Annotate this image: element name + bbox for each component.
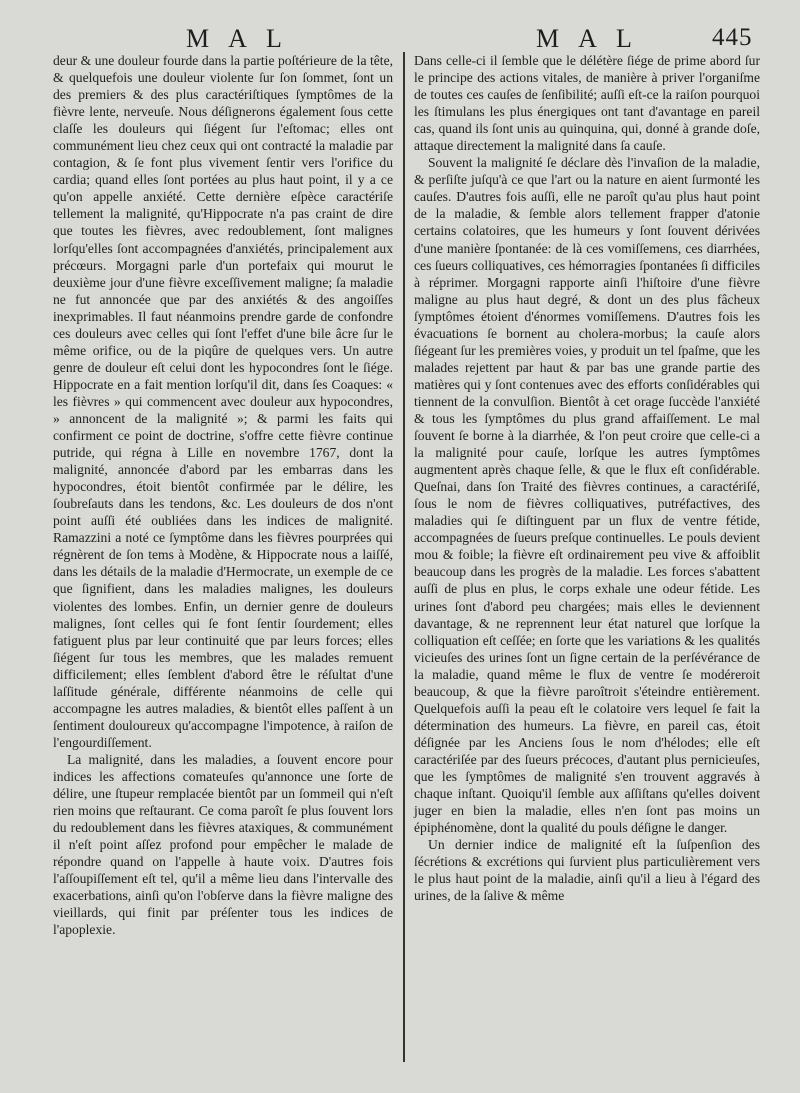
left-paragraph-2: La malignité, dans les maladies, a ſouvent encore pour indices les affections comateuſes qu'annonce une ſorte de délire, une ſtupeur remplacée bientôt par un ſommeil qui n'eſt rien moins que reſtaurant. Ce coma paroît ſe plus ſouvent lors du redoublement dans les fièvres ataxiques, & communément il n'eſt point aſſez profond pour empêcher le malade de répondre quand on l'appelle à haute voix. D'autres fois l'aſſoupiſſement eſt tel, qu'il a même lieu dans l'intervalle des exacerbations, ainſi qu'on l'obſerve dans la fièvre maligne des vieillards, qui finit par préſenter tous les indices de l'apoplexie. (53, 751, 393, 938)
column-divider (403, 52, 405, 1062)
header-right-title: M A L (536, 24, 639, 53)
left-paragraph-1: deur & une douleur fourde dans la partie poſtérieure de la tête, & quelquefois une douleur violente ſur ſon ſommet, ſont un des premiers & des plus caractériſtiques ſymptômes de la fièvre lente, nerveuſe. Nous déſignerons également ſous cette claſſe les douleurs qui ſiégent ſur l'eſtomac; elles ont communément lieu chez ceux qui ont contracté la maladie par contagion, & ſe font plus vivement ſentir vers l'orifice du cardia; quand elles ſont portées au plus haut point, il y a ce qu'on appelle anxiété. Cette dernière eſpèce caractériſe tellement la malignité, qu'Hippocrate n'a pas craint de dire que toutes les fièvres, avec redoublement, ſont malignes lorſqu'elles ſont accompagnées d'anxiétés, principalement aux précœurs. Morgagni parle d'un portefaix qui mourut le deuxième jour d'une fièvre exceſſivement maligne; ſa maladie ne fut annoncée que par des anxiétés & des angoiſſes inexprimables. Il faut néanmoins prendre garde de confondre ces douleurs avec celles qui ſont l'effet d'une bile âcre ſur le même orifice, ou de la piqûre de quelques vers. Un autre genre de douleur eſt celui dont les hypocondres ſont le ſiége. Hippocrate en a fait mention lorſqu'il dit, dans ſes Coaques: « les fièvres » qui commencent avec douleur aux hypocondres, » annoncent de la malignité »; & parmi les faits qui confirment ce point de doctrine, s'offre cette fièvre continue putride, qui régna à Lille en novembre 1767, dont la malignité, annoncée d'abord par les embarras dans les hypocondres, étoit bientôt confirmée par le délire, les ſoubreſauts dans les tendons, &c. Les douleurs de dos n'ont point auſſi été oubliées dans les indices de malignité. Ramazzini a noté ce ſymptôme dans les fièvres pourprées qui régnèrent de ſon tems à Modène, & Hippocrate nous a laiſſé, dans les détails de la maladie d'Hermocrate, un exemple de ce que ſignifient, dans les maladies malignes, les douleurs violentes des lombes. Enfin, un dernier genre de douleurs malignes, ſont celles qui ſe font ſentir ſourdement; elles fatiguent plus par leur continuité que par leurs forces; elles ſiégent ſur tous les membres, que les malades remuent difficilement; elles ſemblent d'abord être le réſultat d'une laſſitude générale, différente néanmoins de celle qui accompagne les autres maladies, & bientôt elles paſſent à un ſentiment douloureux qu'accompagne l'impotence, à raiſon de l'engourdiſſement. (53, 53, 393, 750)
right-column (414, 52, 760, 904)
right-paragraph-2: Souvent la malignité ſe déclare dès l'invaſion de la maladie, & perſiſte juſqu'à ce que l'art ou la nature en aient ſurmonté les cauſes. D'autres fois auſſi, elle ne paroît qu'au plus haut point de la maladie, & ſemble alors tellement frapper d'atonie certains colatoires, que les humeurs y ſont ſouvent dérivées d'une manière ſpontanée: de là ces vomiſſemens, ces diarrhées, ces ſueurs colliquatives, ces hémorragies ſpontanées ſi difficiles à réprimer. Morgagni rapporte ainſi l'hiſtoire d'une fièvre maligne au plus haut degré, & dont un des plus fâcheux ſymptômes étoient d'énormes vomiſſemens. D'autres fois les évacuations ſe bornent au cholera-morbus; la cauſe alors ſiégeant ſur les premières voies, y produit un tel ſpaſme, que les malades rejettent par haut & par bas une grande partie des matières qui y ſont contenues avec des efforts conſidérables qui tiennent de la convulſion. Bientôt à cet orage ſuccède l'anxiété & tous les ſymptômes du plus grand affaiſſement. Le mal ſouvent ſe borne à la diarrhée, & l'on peut croire que celle-ci a la malignité pour cauſe, lorſque les autres ſymptômes augmentent après chaque ſelle, & que le flux eſt conſidérable. Queſnai, dans ſon Traité des fièvres continues, a caractériſé, ſous le nom de fièvres colliquatives, putréfactives, des maladies qui ſe diſtinguent par un flux de ventre fétide, accompagnées de ſueurs preſque continuelles. Le pouls devient mou & foible; la fièvre eſt ordinairement peu vive & affoiblit beaucoup dans les progrès de la maladie. Les forces s'abattent auſſi de plus en plus, le corps exhale une odeur fétide. Les urines ſont d'abord peu chargées; mais elles le deviennent davantage, & ne reprennent leur état naturel que lorſque la colliquation eſt ceſſée; en ſorte que les variations & les qualités vicieuſes des urines ſont un ſigne certain de la perſévérance de la maladie, quand même le flux de ventre ſe modéreroit beaucoup, & que la fièvre paroîtroit s'éteindre entièrement. Quelquefois auſſi la peau eſt le colatoire vers lequel ſe fait la détermination des humeurs. La fièvre, en pareil cas, étoit déſignée par les Anciens ſous le nom d'hélodes; elle eſt caractériſée par des ſueurs précoces, d'autant plus pernicieuſes, que les ſymptômes de malignité s'en trouvent aggravés à chaque inſtant. Quoiqu'il ſemble aux aſſiſtans qu'elles doivent juger en bien la maladie, elles n'en ſont pas moins un épiphénomène, dont la qualité du pouls déſigne le danger. (414, 155, 760, 836)
page-number: 445 (712, 24, 753, 51)
header-left-title: M A L (186, 24, 289, 53)
right-paragraph-1: Dans celle-ci il ſemble que le délétère ſiége de prime abord ſur le principe des actions vitales, de manière à priver l'organiſme de toutes ces cauſes de ſenſibilité; auſſi eſt-ce la raiſon pourquoi les ſtimulans les plus énergiques ont tant d'avantage en pareil cas, quand ils ſont unis au quinquina, qui, donné à grande doſe, attaque directement la malignité dans ſa cauſe. (414, 53, 760, 154)
right-paragraph-3: Un dernier indice de malignité eſt la ſuſpenſion des ſécrétions & excrétions qui ſurvient plus particulièrement vers le plus haut point de la maladie, ainſi qu'il a lieu à l'égard des urines, de la ſalive & même (414, 837, 760, 904)
left-column (53, 52, 393, 938)
